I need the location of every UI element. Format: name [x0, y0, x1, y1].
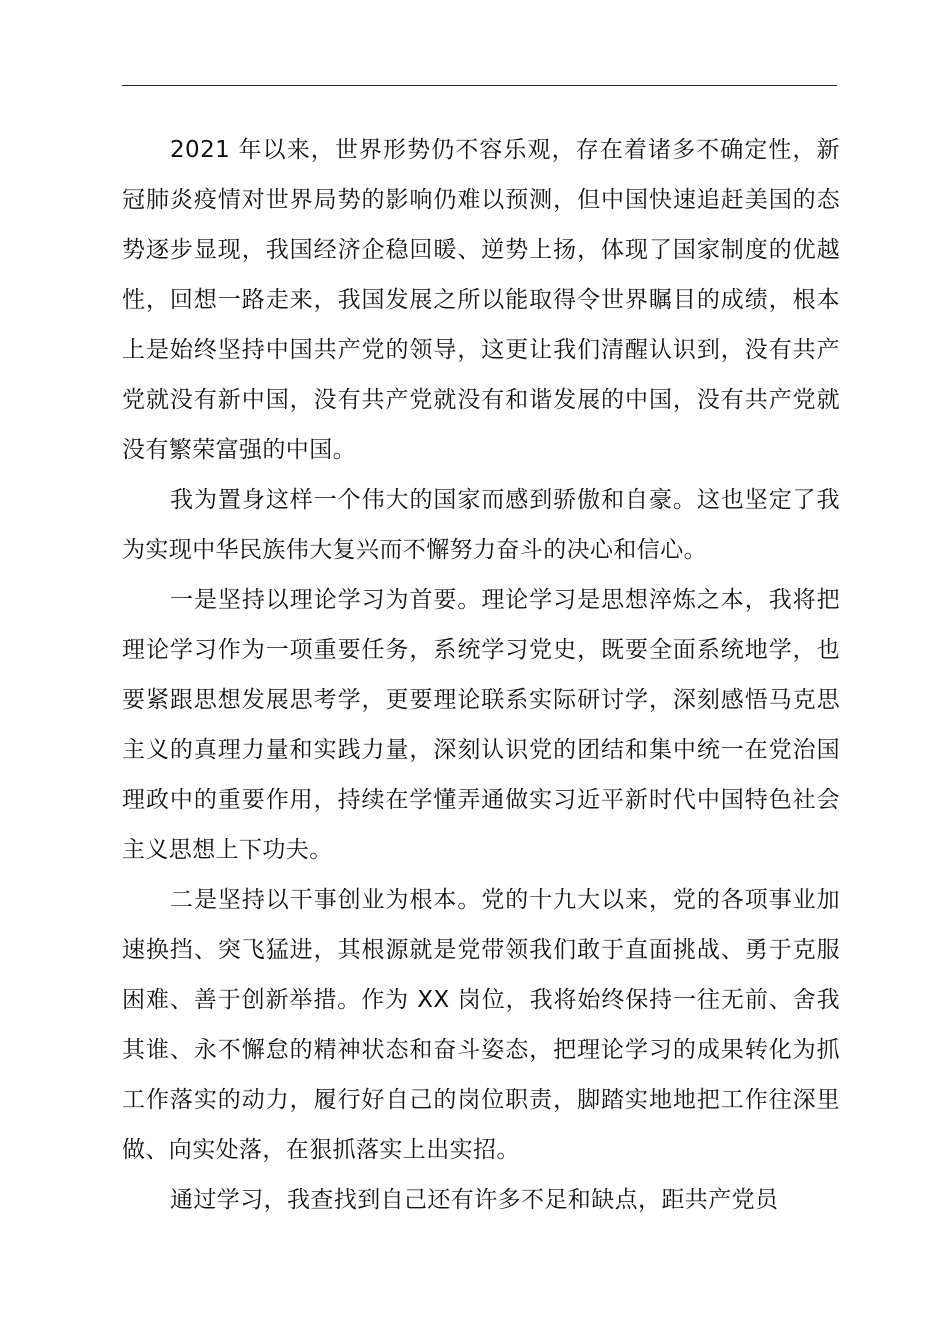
paragraph-theory-study: 一是坚持以理论学习为首要。理论学习是思想淬炼之本，我将把理论学习作为一项重要任务，系统学习党史，既要全面系统地学，也要紧跟思想发展思考学，更要理论联系实际研讨学，深刻感悟马克思主义的真理力量和实践力量，深刻认识党的团结和集中统一在党治国理政中的重要作用，持续在学懂弄通做实习近平新时代中国特色社会主义思想上下功夫。	[122, 587, 840, 863]
document-body	[122, 125, 840, 1225]
paragraph-work-practice: 二是坚持以干事创业为根本。党的十九大以来，党的各项事业加速换挡、突飞猛进，其根源就是党带领我们敢于直面挑战、勇于克服困难、善于创新举措。作为 XX 岗位，我将始终保持一往无前、舍我其谁、永不懈怠的精神状态和奋斗姿态，把理论学习的成果转化为抓工作落实的动力，履行好自己的岗位职责，脚踏实地地把工作往深里做、向实处落，在狠抓落实上出实招。	[122, 887, 840, 1163]
paragraph-pride: 我为置身这样一个伟大的国家而感到骄傲和自豪。这也坚定了我为实现中华民族伟大复兴而不懈努力奋斗的决心和信心。	[122, 487, 840, 563]
paragraph-world-situation: 2021 年以来，世界形势仍不容乐观，存在着诸多不确定性，新冠肺炎疫情对世界局势的影响仍难以预测，但中国快速追赶美国的态势逐步显现，我国经济企稳回暖、逆势上扬，体现了国家制度的优越性，回想一路走来，我国发展之所以能取得令世界瞩目的成绩，根本上是始终坚持中国共产党的领导，这更让我们清醒认识到，没有共产党就没有新中国，没有共产党就没有和谐发展的中国，没有共产党就没有繁荣富强的中国。	[122, 137, 840, 463]
header-rule	[122, 85, 837, 86]
paragraph-self-reflection: 通过学习，我查找到自己还有许多不足和缺点，距共产党员	[170, 1187, 779, 1213]
